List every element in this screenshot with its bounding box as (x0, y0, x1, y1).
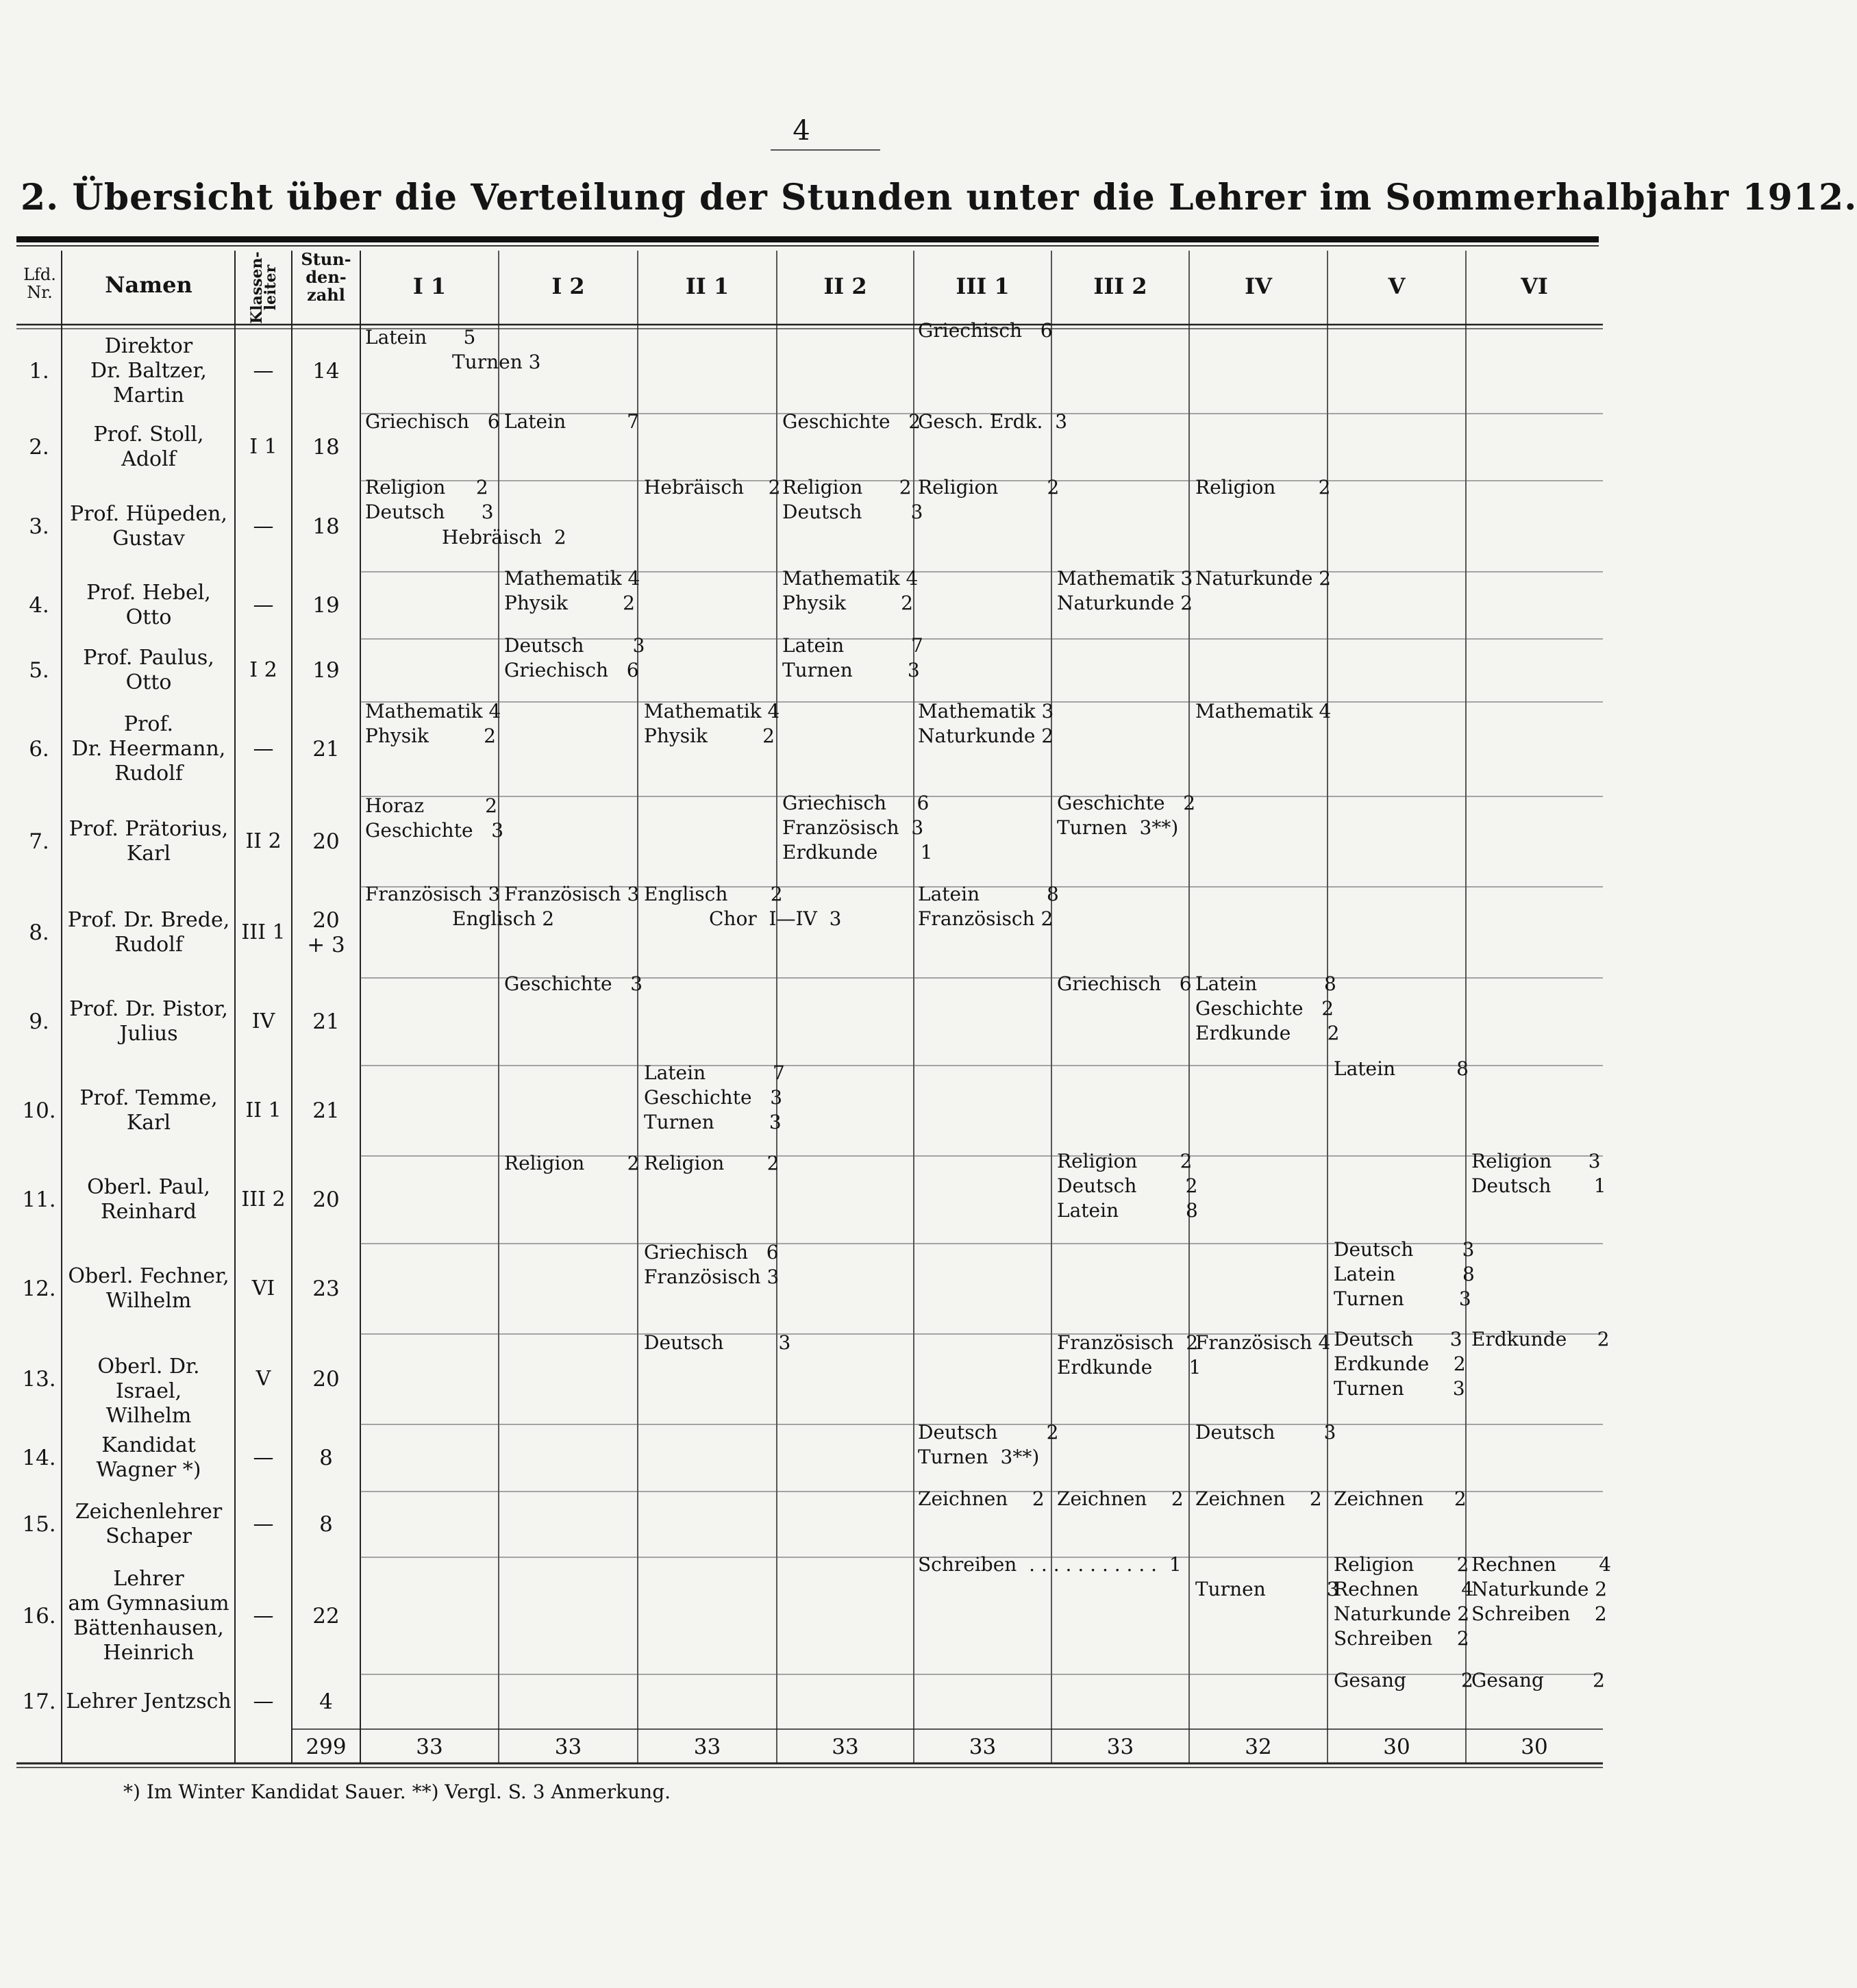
subject-hours: Mathematik 3 (918, 700, 1054, 722)
header-klassenleiter: Klassen- leiter (248, 251, 279, 324)
teacher-name-line: Bättenhausen, (73, 1615, 224, 1640)
teacher-name (63, 1086, 234, 1135)
class-total: 30 (1383, 1735, 1410, 1759)
class-leader: VI (251, 1276, 275, 1300)
subject-hours: Zeichnen 2 (1334, 1487, 1467, 1510)
row-number: 7. (29, 829, 49, 854)
subject-hours: Englisch 2 (452, 907, 555, 930)
subject-hours: Französisch 3 (644, 1266, 780, 1288)
row-number: 13. (22, 1367, 56, 1392)
class-leader: II 1 (245, 1098, 282, 1122)
subject-hours: Turnen 3 (1195, 1578, 1339, 1600)
teacher-name-line: Prof. Paulus, (83, 646, 214, 670)
teacher-name-line: Dr. Heermann, (71, 737, 226, 761)
subject-hours: Naturkunde 2 (1195, 567, 1332, 590)
subject-hours: Religion 2 (644, 1152, 780, 1174)
row-number: 14. (22, 1446, 56, 1470)
teacher-name-line: Rudolf (114, 762, 183, 785)
header-stundenzahl (293, 251, 359, 304)
row-number: 11. (22, 1187, 56, 1212)
row-number: 2. (29, 435, 49, 460)
subject-hours: Deutsch 1 (1471, 1174, 1606, 1197)
teacher-name (63, 712, 234, 786)
subject-hours: Religion 2 (1057, 1150, 1193, 1172)
header-stundenzahl-1: Stun- (301, 249, 351, 269)
class-total: 33 (554, 1735, 582, 1759)
subject-hours: Deutsch 3 (1195, 1421, 1336, 1444)
teacher-name-line: Oberl. Dr. Israel, (97, 1355, 200, 1403)
footnote: *) Im Winter Kandidat Sauer. **) Vergl. S. 3 Anmerkung. (123, 1781, 671, 1803)
subject-hours: Hebräisch 2 (442, 526, 566, 549)
hours-count: 20 (312, 1187, 340, 1212)
hours-count: 8 (319, 1446, 333, 1470)
teacher-name (63, 1175, 234, 1224)
row-number: 8. (29, 920, 49, 945)
subject-hours: Mathematik 4 (504, 567, 640, 590)
subject-hours: Geschichte 2 (1057, 792, 1196, 814)
subject-hours: Französisch 3 (782, 816, 924, 839)
hours-count: 4 (319, 1689, 333, 1714)
subject-hours: Französisch 2 (918, 907, 1054, 930)
row-number: 10. (22, 1098, 56, 1123)
subject-hours: Gesang 2 (1334, 1669, 1473, 1691)
teacher-name-line: Adolf (121, 447, 176, 471)
subject-hours: Turnen 3 (644, 1111, 782, 1133)
subject-hours: Französisch 3 (365, 883, 501, 905)
hours-count: 22 (312, 1603, 340, 1628)
subject-hours: Religion 2 (782, 476, 912, 499)
teacher-name (63, 423, 234, 472)
class-leader: V (256, 1367, 271, 1391)
teacher-name (63, 646, 234, 695)
class-leader: — (253, 359, 274, 383)
teacher-name-line: Prof. Prätorius, (68, 817, 229, 841)
subject-hours: Deutsch 3 (1334, 1238, 1475, 1261)
teacher-name-line: Prof. Temme, (79, 1086, 218, 1110)
class-leader: — (253, 1603, 274, 1628)
teacher-name-line: Dr. Baltzer, (90, 359, 207, 383)
subject-hours: Geschichte 2 (782, 410, 921, 433)
teacher-name-line: Wilhelm (105, 1404, 192, 1428)
subject-hours: Griechisch 6 (782, 792, 930, 814)
subject-hours: Deutsch 3 (365, 501, 494, 523)
hours-count: 21 (312, 1009, 340, 1034)
subject-hours: Chor I—IV 3 (709, 907, 842, 930)
subject-hours: Rechnen 4 (1334, 1578, 1474, 1600)
subject-hours: Latein 5 (365, 326, 476, 349)
class-header-1: I 2 (551, 273, 585, 299)
subject-hours: Religion 2 (365, 476, 488, 499)
subject-hours: Deutsch 3 (782, 501, 923, 523)
subject-hours: Religion 2 (918, 476, 1060, 499)
subject-hours: Naturkunde 2 (1334, 1602, 1470, 1625)
teacher-name-line: Gustav (112, 526, 185, 551)
subject-hours: Turnen 3 (1334, 1287, 1471, 1310)
teacher-name (63, 1355, 234, 1429)
subject-hours: Gesch. Erdk. 3 (918, 410, 1068, 433)
teacher-name-line: Prof. Hebel, (86, 581, 211, 605)
subject-hours: Latein 7 (644, 1061, 785, 1084)
class-leader: III 2 (241, 1187, 286, 1211)
teacher-name (63, 334, 234, 408)
subject-hours: Erdkunde 2 (1195, 1022, 1340, 1044)
subject-hours: Geschichte 2 (1195, 997, 1334, 1020)
class-header-5: III 2 (1093, 273, 1147, 299)
teacher-name-line: Reinhard (100, 1200, 197, 1224)
subject-hours: Religion 2 (504, 1152, 640, 1174)
subject-hours: Griechisch 6 (365, 410, 500, 433)
class-leader: I 1 (249, 435, 277, 459)
subject-hours: Turnen 3 (452, 351, 541, 373)
teacher-name-line: Oberl. Fechner, (68, 1264, 229, 1288)
subject-hours: Deutsch 3 (644, 1331, 791, 1354)
class-leader: II 2 (245, 829, 282, 853)
subject-hours: Turnen 3 (1334, 1377, 1465, 1400)
teacher-name-line: Oberl. Paul, (87, 1175, 210, 1199)
hours-count: 19 (312, 593, 340, 618)
subject-hours: Geschichte 3 (365, 819, 504, 842)
class-leader: — (253, 737, 274, 761)
teacher-name-line: Otto (125, 605, 172, 629)
class-leader: — (253, 1512, 274, 1536)
teacher-name-line: Wagner *) (96, 1458, 201, 1482)
total-hours: 299 (306, 1735, 347, 1759)
row-number: 12. (22, 1276, 56, 1301)
subject-hours: Religion 2 (1195, 476, 1331, 499)
header-lfd-nr: Lfd. Nr. (23, 265, 56, 302)
subject-hours: Latein 8 (1057, 1199, 1198, 1222)
hours-count: 20 (312, 829, 340, 854)
teacher-name-line: Karl (126, 1111, 171, 1135)
subject-hours: Religion 3 (1471, 1150, 1601, 1172)
page-title: 2. Übersicht über die Verteilung der Stunden unter die Lehrer im Sommerhalbjahr 1912. (21, 177, 1857, 218)
subject-hours: Naturkunde 2 (1471, 1578, 1608, 1600)
teacher-name-line: Otto (125, 670, 172, 694)
subject-hours: Geschichte 3 (644, 1086, 783, 1109)
teacher-name-line: Prof. Hüpeden, (70, 501, 227, 526)
teacher-name-line: Direktor (104, 334, 193, 358)
subject-hours: Gesang 2 (1471, 1669, 1605, 1691)
teacher-name-line: Lehrer Jentzsch (66, 1689, 232, 1713)
teacher-name-line: Prof. Stoll, (93, 423, 204, 446)
hours-count: 20 (312, 1367, 340, 1392)
hours-count: 21 (312, 737, 340, 762)
subject-hours: Französisch 3 (504, 883, 640, 905)
subject-hours: Französisch 4 (1195, 1331, 1331, 1354)
teacher-name-line: Zeichenlehrer (75, 1500, 223, 1524)
class-total: 33 (693, 1735, 721, 1759)
teacher-name-line: Rudolf (114, 932, 183, 957)
teacher-name (63, 1433, 234, 1483)
hours-count: 20 (312, 907, 340, 933)
class-leader: III 1 (241, 920, 286, 944)
subject-hours: Deutsch 3 (1334, 1328, 1462, 1350)
class-leader: — (253, 1446, 274, 1470)
subject-hours: Zeichnen 2 (1057, 1487, 1184, 1510)
subject-hours: Griechisch 6 (918, 319, 1053, 342)
subject-hours: Turnen 3**) (918, 1446, 1040, 1468)
teacher-name-line: Prof. Dr. Brede, (67, 907, 230, 932)
teacher-name (63, 1689, 234, 1714)
header-stundenzahl-2: den- (306, 267, 347, 287)
subject-hours: Latein 8 (1195, 972, 1336, 995)
class-header-2: II 1 (685, 273, 730, 299)
teacher-name-line: Kandidat (101, 1433, 196, 1457)
hours-count: 18 (312, 435, 340, 460)
subject-hours: Geschichte 3 (504, 972, 643, 995)
class-leader: — (253, 593, 274, 617)
subject-hours: Naturkunde 2 (918, 725, 1054, 747)
row-number: 5. (29, 658, 49, 683)
header-namen: Namen (105, 272, 192, 298)
subject-hours: Griechisch 6 (1057, 972, 1192, 995)
subject-hours: Latein 7 (782, 634, 923, 657)
subject-hours: Mathematik 4 (1195, 700, 1332, 722)
row-number: 15. (22, 1512, 56, 1537)
class-total: 32 (1245, 1735, 1272, 1759)
row-number: 3. (29, 514, 49, 539)
subject-hours: Latein 8 (1334, 1057, 1469, 1080)
hours-count: 18 (312, 514, 340, 539)
hours-count: 14 (312, 359, 340, 383)
teacher-name (63, 1264, 234, 1313)
subject-hours: Englisch 2 (644, 883, 783, 905)
subject-hours: Deutsch 2 (918, 1421, 1059, 1444)
class-total: 33 (416, 1735, 443, 1759)
row-number: 17. (22, 1689, 56, 1714)
teacher-name-line: Wilhelm (105, 1289, 192, 1313)
teacher-name-line: Martin (113, 383, 184, 407)
teacher-name (63, 908, 234, 957)
subject-hours: Horaz 2 (365, 794, 497, 817)
subject-hours: Mathematik 4 (782, 567, 919, 590)
subject-hours: Latein 8 (1334, 1263, 1475, 1285)
class-leader: — (253, 514, 274, 538)
subject-hours: Religion 2 (1334, 1553, 1469, 1576)
subject-hours: Deutsch 2 (1057, 1174, 1198, 1197)
subject-hours: Schreiben 2 (1334, 1627, 1469, 1650)
class-total: 30 (1521, 1735, 1548, 1759)
class-header-6: IV (1245, 273, 1272, 299)
teacher-name-line: Karl (126, 842, 171, 866)
subject-hours: Mathematik 4 (644, 700, 780, 722)
hours-count: 23 (312, 1276, 340, 1301)
subject-hours: Zeichnen 2 (918, 1487, 1045, 1510)
subject-hours: Deutsch 3 (504, 634, 645, 657)
subject-hours: Erdkunde 1 (1057, 1356, 1201, 1379)
subject-hours: Mathematik 3 (1057, 567, 1193, 590)
header-stundenzahl-3: zahl (307, 285, 345, 305)
row-number: 9. (29, 1009, 49, 1034)
hours-extra: + 3 (307, 932, 345, 957)
class-header-7: V (1388, 273, 1406, 299)
teacher-name-line: Lehrer (113, 1566, 184, 1591)
hours-count: 8 (319, 1512, 333, 1537)
hours-count: 19 (312, 658, 340, 683)
subject-hours: Latein 8 (918, 883, 1059, 905)
class-leader: IV (251, 1009, 275, 1033)
subject-hours: Schreiben . . . . . . . . . . . 1 (918, 1553, 1182, 1576)
teacher-name (63, 817, 234, 866)
class-total: 33 (1106, 1735, 1134, 1759)
subject-hours: Naturkunde 2 (1057, 592, 1193, 614)
class-total: 33 (969, 1735, 997, 1759)
class-header-0: I 1 (412, 273, 447, 299)
class-leader: I 2 (249, 658, 277, 682)
subject-hours: Griechisch 6 (644, 1241, 779, 1263)
subject-hours: Physik 2 (504, 592, 635, 614)
subject-hours: Physik 2 (644, 725, 775, 747)
teacher-name-line: Heinrich (103, 1640, 195, 1665)
row-number: 4. (29, 593, 49, 618)
teacher-name-line: Prof. (123, 712, 174, 736)
subject-hours: Physik 2 (782, 592, 913, 614)
subject-hours: Latein 7 (504, 410, 639, 433)
teacher-name (63, 581, 234, 630)
subject-hours: Griechisch 6 (504, 659, 639, 681)
row-number: 1. (29, 359, 49, 383)
subject-hours: Erdkunde 2 (1471, 1328, 1610, 1350)
subject-hours: Mathematik 4 (365, 700, 501, 722)
class-total: 33 (832, 1735, 859, 1759)
teacher-name (63, 502, 234, 551)
teacher-name (63, 1567, 234, 1665)
subject-hours: Turnen 3 (782, 659, 920, 681)
subject-hours: Rechnen 4 (1471, 1553, 1612, 1576)
class-leader: — (253, 1689, 274, 1713)
row-number: 6. (29, 737, 49, 762)
teacher-name-line: Julius (119, 1022, 178, 1046)
subject-hours: Schreiben 2 (1471, 1602, 1607, 1625)
class-header-4: III 1 (956, 273, 1010, 299)
class-header-3: II 2 (823, 273, 867, 299)
subject-hours: Physik 2 (365, 725, 496, 747)
subject-hours: Französisch 2 (1057, 1331, 1199, 1354)
teacher-name-line: Prof. Dr. Pistor, (69, 997, 228, 1021)
page-number: 4 (793, 115, 810, 147)
subject-hours: Zeichnen 2 (1195, 1487, 1322, 1510)
teacher-name-line: am Gymnasium (68, 1591, 229, 1615)
teacher-name (63, 1500, 234, 1549)
teacher-name (63, 997, 234, 1046)
class-header-8: VI (1521, 273, 1548, 299)
hours-count: 21 (312, 1098, 340, 1123)
subject-hours: Erdkunde 1 (782, 841, 933, 864)
subject-hours: Hebräisch 2 (644, 476, 781, 499)
subject-hours: Erdkunde 2 (1334, 1352, 1466, 1375)
row-number: 16. (22, 1603, 56, 1628)
teacher-name-line: Schaper (105, 1524, 192, 1548)
subject-hours: Turnen 3**) (1057, 816, 1179, 839)
